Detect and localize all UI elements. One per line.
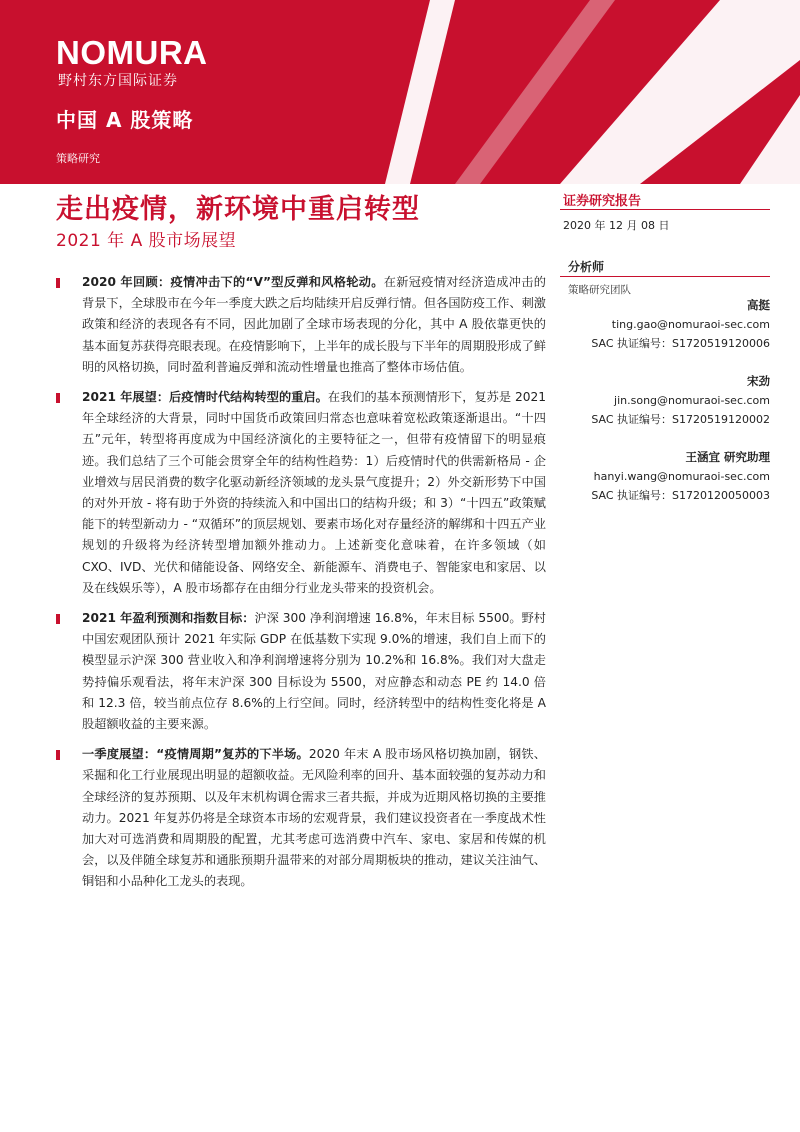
analyst-heading: 分析师 [568, 260, 605, 274]
summary-paragraph [56, 387, 546, 599]
analyst-sac-id: SAC 执证编号：S1720519120002 [591, 413, 770, 426]
page-title: 走出疫情，新环境中重启转型 [56, 194, 420, 225]
paragraph-text: 2020 年末 A 股市场风格切换加剧，钢铁、采掘和化工行业展现出明显的超额收益。无风险利率的回升、基本面较强的复苏动力和全球经济的复苏预期、以及年末机构调仓需求三者共振，并成为近期风格切换的主要推动力。2021 年复苏仍将是全球资本市场的宏观背景，我们建议投资者在一季度战术性加大对可选消费和周期股的配置，尤其考虑可选消费中汽车、家电、家居和传媒的机会，以及伴随全球复苏和通胀预期升温带来的对部分周期板块的推动，建议关注油气、铜铝和小品种化工龙头的表现。 [82, 747, 546, 889]
divider [560, 209, 770, 210]
summary-paragraph [56, 744, 546, 892]
report-category: 策略研究 [56, 152, 100, 165]
paragraph-lead: 2021 年盈利预测和指数目标： [82, 611, 255, 626]
paragraph-lead: 2021 年展望：后疫情时代结构转型的重启。 [82, 390, 328, 405]
paragraph-text: 在新冠疫情对经济造成冲击的背景下，全球股市在今年一季度大跌之后均陆续开启反弹行情。但各国防疫工作、刺激政策和经济的表现各有不同，因此加剧了全球市场表现的分化，其中 A 股依靠更快的基本面复苏获得亮眼表现。在疫情影响下，上半年的成长股与下半年的周期股形成了鲜明的风格切换，同时盈利普遍反弹和流动性增量也推高了整体市场估值。 [82, 275, 546, 374]
analyst-name: 宋劲 [747, 374, 770, 388]
analyst-sac-id: SAC 执证编号：S1720120050003 [591, 489, 770, 502]
bullet-marker [56, 614, 60, 624]
analyst-name: 王涵宜 研究助理 [685, 450, 770, 464]
report-series: 中国 A 股策略 [56, 108, 194, 132]
paragraph-lead: 一季度展望：“疫情周期”复苏的下半场。 [82, 747, 309, 762]
report-date: 2020 年 12 月 08 日 [563, 219, 670, 232]
bullet-marker [56, 750, 60, 760]
analyst-card [550, 372, 770, 429]
paragraph-text: 沪深 300 净利润增速 16.8%，年末目标 5500。野村中国宏观团队预计 2021 年实际 GDP 在低基数下实现 9.0%的增速，我们自上而下的模型显示沪深 300 营业收入和净利润增速将分别为 10.2%和 16.8%。我们对大盘走势持偏乐观看法，将年末沪深 300 目标设为 5500，对应静态和动态 PE 约 14.0 倍和 12.3 倍，较当前点位存 8.6%的上行空间。同时，经济转型中的结构性变化将是 A 股超额收益的主要来源。 [82, 611, 546, 732]
divider [560, 276, 770, 277]
paragraph-lead: 2020 年回顾：疫情冲击下的“V”型反弹和风格轮动。 [82, 275, 384, 289]
summary-paragraph [56, 272, 546, 378]
summary-paragraph [56, 608, 546, 735]
header-stripe-graphic [0, 0, 800, 184]
analyst-email[interactable]: ting.gao@nomuraoi-sec.com [611, 318, 770, 331]
nomura-logo: NOMURA [56, 34, 208, 71]
analyst-email[interactable]: hanyi.wang@nomuraoi-sec.com [593, 470, 770, 483]
bullet-marker [56, 393, 60, 403]
analyst-card [550, 448, 770, 505]
page-subtitle: 2021 年 A 股市场展望 [56, 231, 237, 251]
report-header-banner [0, 0, 800, 184]
summary-body [56, 272, 546, 902]
analyst-name: 高挺 [747, 298, 770, 312]
analyst-team: 策略研究团队 [568, 284, 631, 296]
analyst-sac-id: SAC 执证编号：S1720519120006 [591, 337, 770, 350]
paragraph-text: 在我们的基本预测情形下，复苏是 2021 年全球经济的大背景，同时中国货币政策回归常态也意味着宽松政策逐渐退出。“十四五”元年，转型将再度成为中国经济演化的主要特征之一，但带有疫情留下的明显痕迹。我们总结了三个可能会贯穿全年的结构性趋势：1）后疫情时代的供需新格局 - 企业增效与居民消费的数字化驱动新经济领域的龙头景气度提升；2）外交新形势下中国的对外开放 - 将有助于外资的持续流入和中国出口的结构升级；和 3）“十四五”政策赋能下的转型新动力 - “双循环”的顶层规划、要素市场化对存量经济的解绑和十四五产业规划的升级将为经济转型增加额外推动力。上述新变化意味着，在许多领域（如 CXO、IVD、光伏和储能设备、网络安全、新能源车、消费电子、智能家电和家居、以及在线娱乐等），A 股市场都存在由细分行业龙头带来的投资机会。 [82, 390, 547, 595]
analyst-email[interactable]: jin.song@nomuraoi-sec.com [614, 394, 770, 407]
bullet-marker [56, 278, 60, 288]
analyst-card [550, 296, 770, 353]
report-type-label: 证券研究报告 [563, 194, 642, 209]
company-name-cn: 野村东方国际证券 [58, 73, 178, 89]
